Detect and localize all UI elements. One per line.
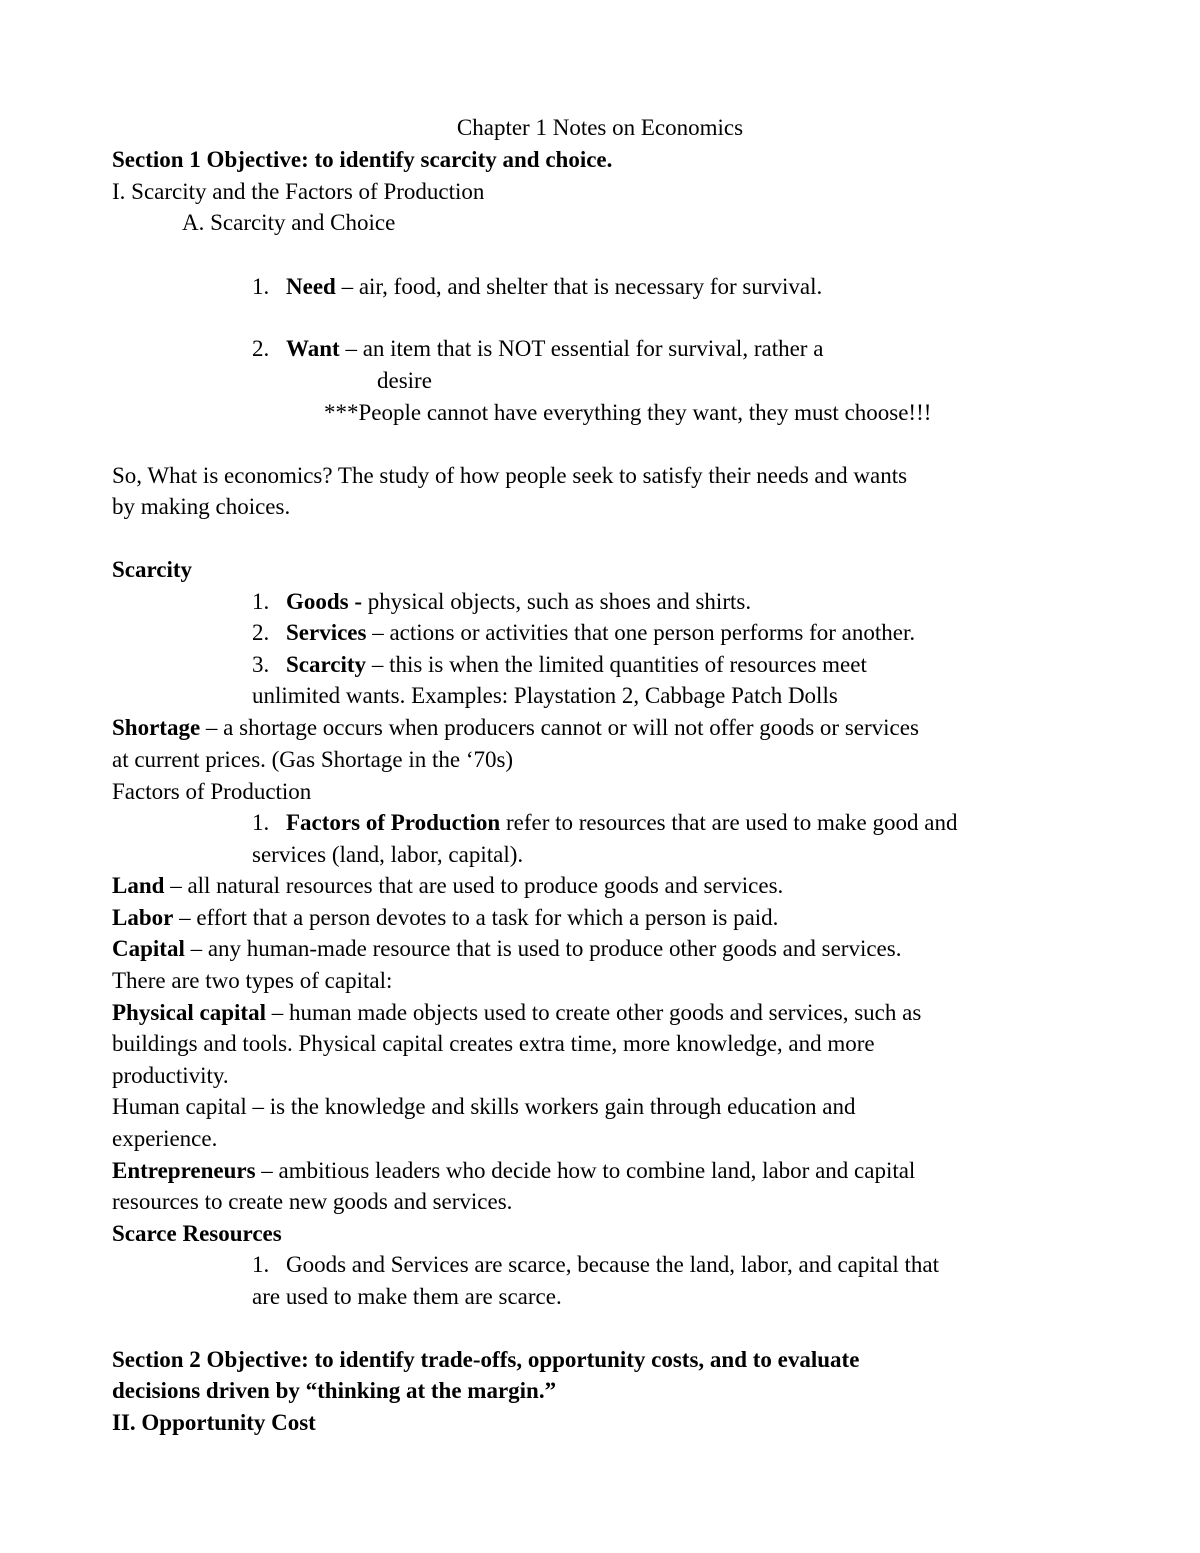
economics-question-line-1: So, What is economics? The study of how people seek to satisfy their needs and wants [112, 463, 908, 488]
factors-term: Factors of Production [286, 810, 501, 835]
want-term: Want [286, 336, 340, 361]
goods-term: Goods - [286, 589, 368, 614]
shortage-line [112, 712, 919, 743]
shortage-definition: – a shortage occurs when producers cannot or will not offer goods or services [200, 715, 919, 740]
document-title: Chapter 1 Notes on Economics [456, 115, 744, 140]
human-capital-line-1: Human capital – is the knowledge and skills workers gain through education and [112, 1094, 856, 1119]
capital-term: Capital [112, 936, 185, 961]
land-term: Land [112, 873, 165, 898]
outline-heading-ii: II. Opportunity Cost [112, 1410, 316, 1435]
entrepreneurs-term: Entrepreneurs [112, 1158, 256, 1183]
services-definition: – actions or activities that one person performs for another. [366, 620, 916, 645]
capital-types-line: There are two types of capital: [112, 968, 393, 993]
labor-line [112, 902, 778, 933]
physical-capital-term: Physical capital [112, 1000, 266, 1025]
labor-definition: – effort that a person devotes to a task for which a person is paid. [173, 905, 779, 930]
section-1-objective: Section 1 Objective: to identify scarcity and choice. [112, 147, 613, 172]
want-definition: – an item that is NOT essential for survival, rather a [339, 336, 824, 361]
scarcity-term: Scarcity [286, 652, 367, 677]
scarce-resources-heading: Scarce Resources [112, 1221, 282, 1246]
land-line [112, 870, 783, 901]
scarcity-number: 3. [252, 652, 270, 677]
land-definition: – all natural resources that are used to produce goods and services. [164, 873, 784, 898]
factors-heading: Factors of Production [112, 779, 312, 804]
shortage-term: Shortage [112, 715, 201, 740]
factors-definition: refer to resources that are used to make good and [500, 810, 958, 835]
scarcity-heading: Scarcity [112, 557, 193, 582]
capital-line [112, 933, 901, 964]
goods-number: 1. [252, 589, 270, 614]
services-number: 2. [252, 620, 270, 645]
scarce-resources-item [252, 1249, 939, 1280]
need-item [252, 271, 822, 302]
scarcity-item [252, 649, 867, 680]
factors-continuation: services (land, labor, capital). [252, 842, 524, 867]
physical-capital-continuation-1: buildings and tools. Physical capital creates extra time, more knowledge, and more [112, 1031, 875, 1056]
entrepreneurs-continuation: resources to create new goods and services. [112, 1189, 513, 1214]
goods-definition: physical objects, such as shoes and shirts. [367, 589, 752, 614]
scarce-resources-text: Goods and Services are scarce, because the land, labor, and capital that [286, 1252, 940, 1277]
scarcity-definition: – this is when the limited quantities of resources meet [366, 652, 867, 677]
want-continuation: desire [377, 368, 432, 393]
choose-note: ***People cannot have everything they want, they must choose!!! [324, 400, 932, 425]
need-definition: – air, food, and shelter that is necessary for survival. [335, 274, 823, 299]
physical-capital-line [112, 997, 921, 1028]
want-item [252, 333, 823, 364]
want-number: 2. [252, 336, 270, 361]
need-number: 1. [252, 274, 270, 299]
scarce-resources-continuation: are used to make them are scarce. [252, 1284, 562, 1309]
capital-definition: – any human-made resource that is used to produce other goods and services. [184, 936, 902, 961]
outline-heading-i: I. Scarcity and the Factors of Production [112, 179, 485, 204]
factors-item [252, 807, 957, 838]
factors-number: 1. [252, 810, 270, 835]
entrepreneurs-line [112, 1155, 915, 1186]
human-capital-line-2: experience. [112, 1126, 218, 1151]
scarcity-continuation: unlimited wants. Examples: Playstation 2, Cabbage Patch Dolls [252, 683, 838, 708]
entrepreneurs-definition: – ambitious leaders who decide how to combine land, labor and capital [255, 1158, 916, 1183]
section-2-objective-line-1: Section 2 Objective: to identify trade-offs, opportunity costs, and to evaluate [112, 1347, 860, 1372]
shortage-continuation: at current prices. (Gas Shortage in the ‘70s) [112, 747, 514, 772]
services-item [252, 617, 915, 648]
economics-question-line-2: by making choices. [112, 494, 291, 519]
outline-heading-a: A. Scarcity and Choice [182, 210, 396, 235]
services-term: Services [286, 620, 367, 645]
scarce-resources-number: 1. [252, 1252, 270, 1277]
goods-item [252, 586, 751, 617]
physical-capital-continuation-2: productivity. [112, 1063, 229, 1088]
section-2-objective-line-2: decisions driven by “thinking at the margin.” [112, 1378, 557, 1403]
need-term: Need [286, 274, 336, 299]
labor-term: Labor [112, 905, 174, 930]
physical-capital-definition: – human made objects used to create other goods and services, such as [265, 1000, 922, 1025]
